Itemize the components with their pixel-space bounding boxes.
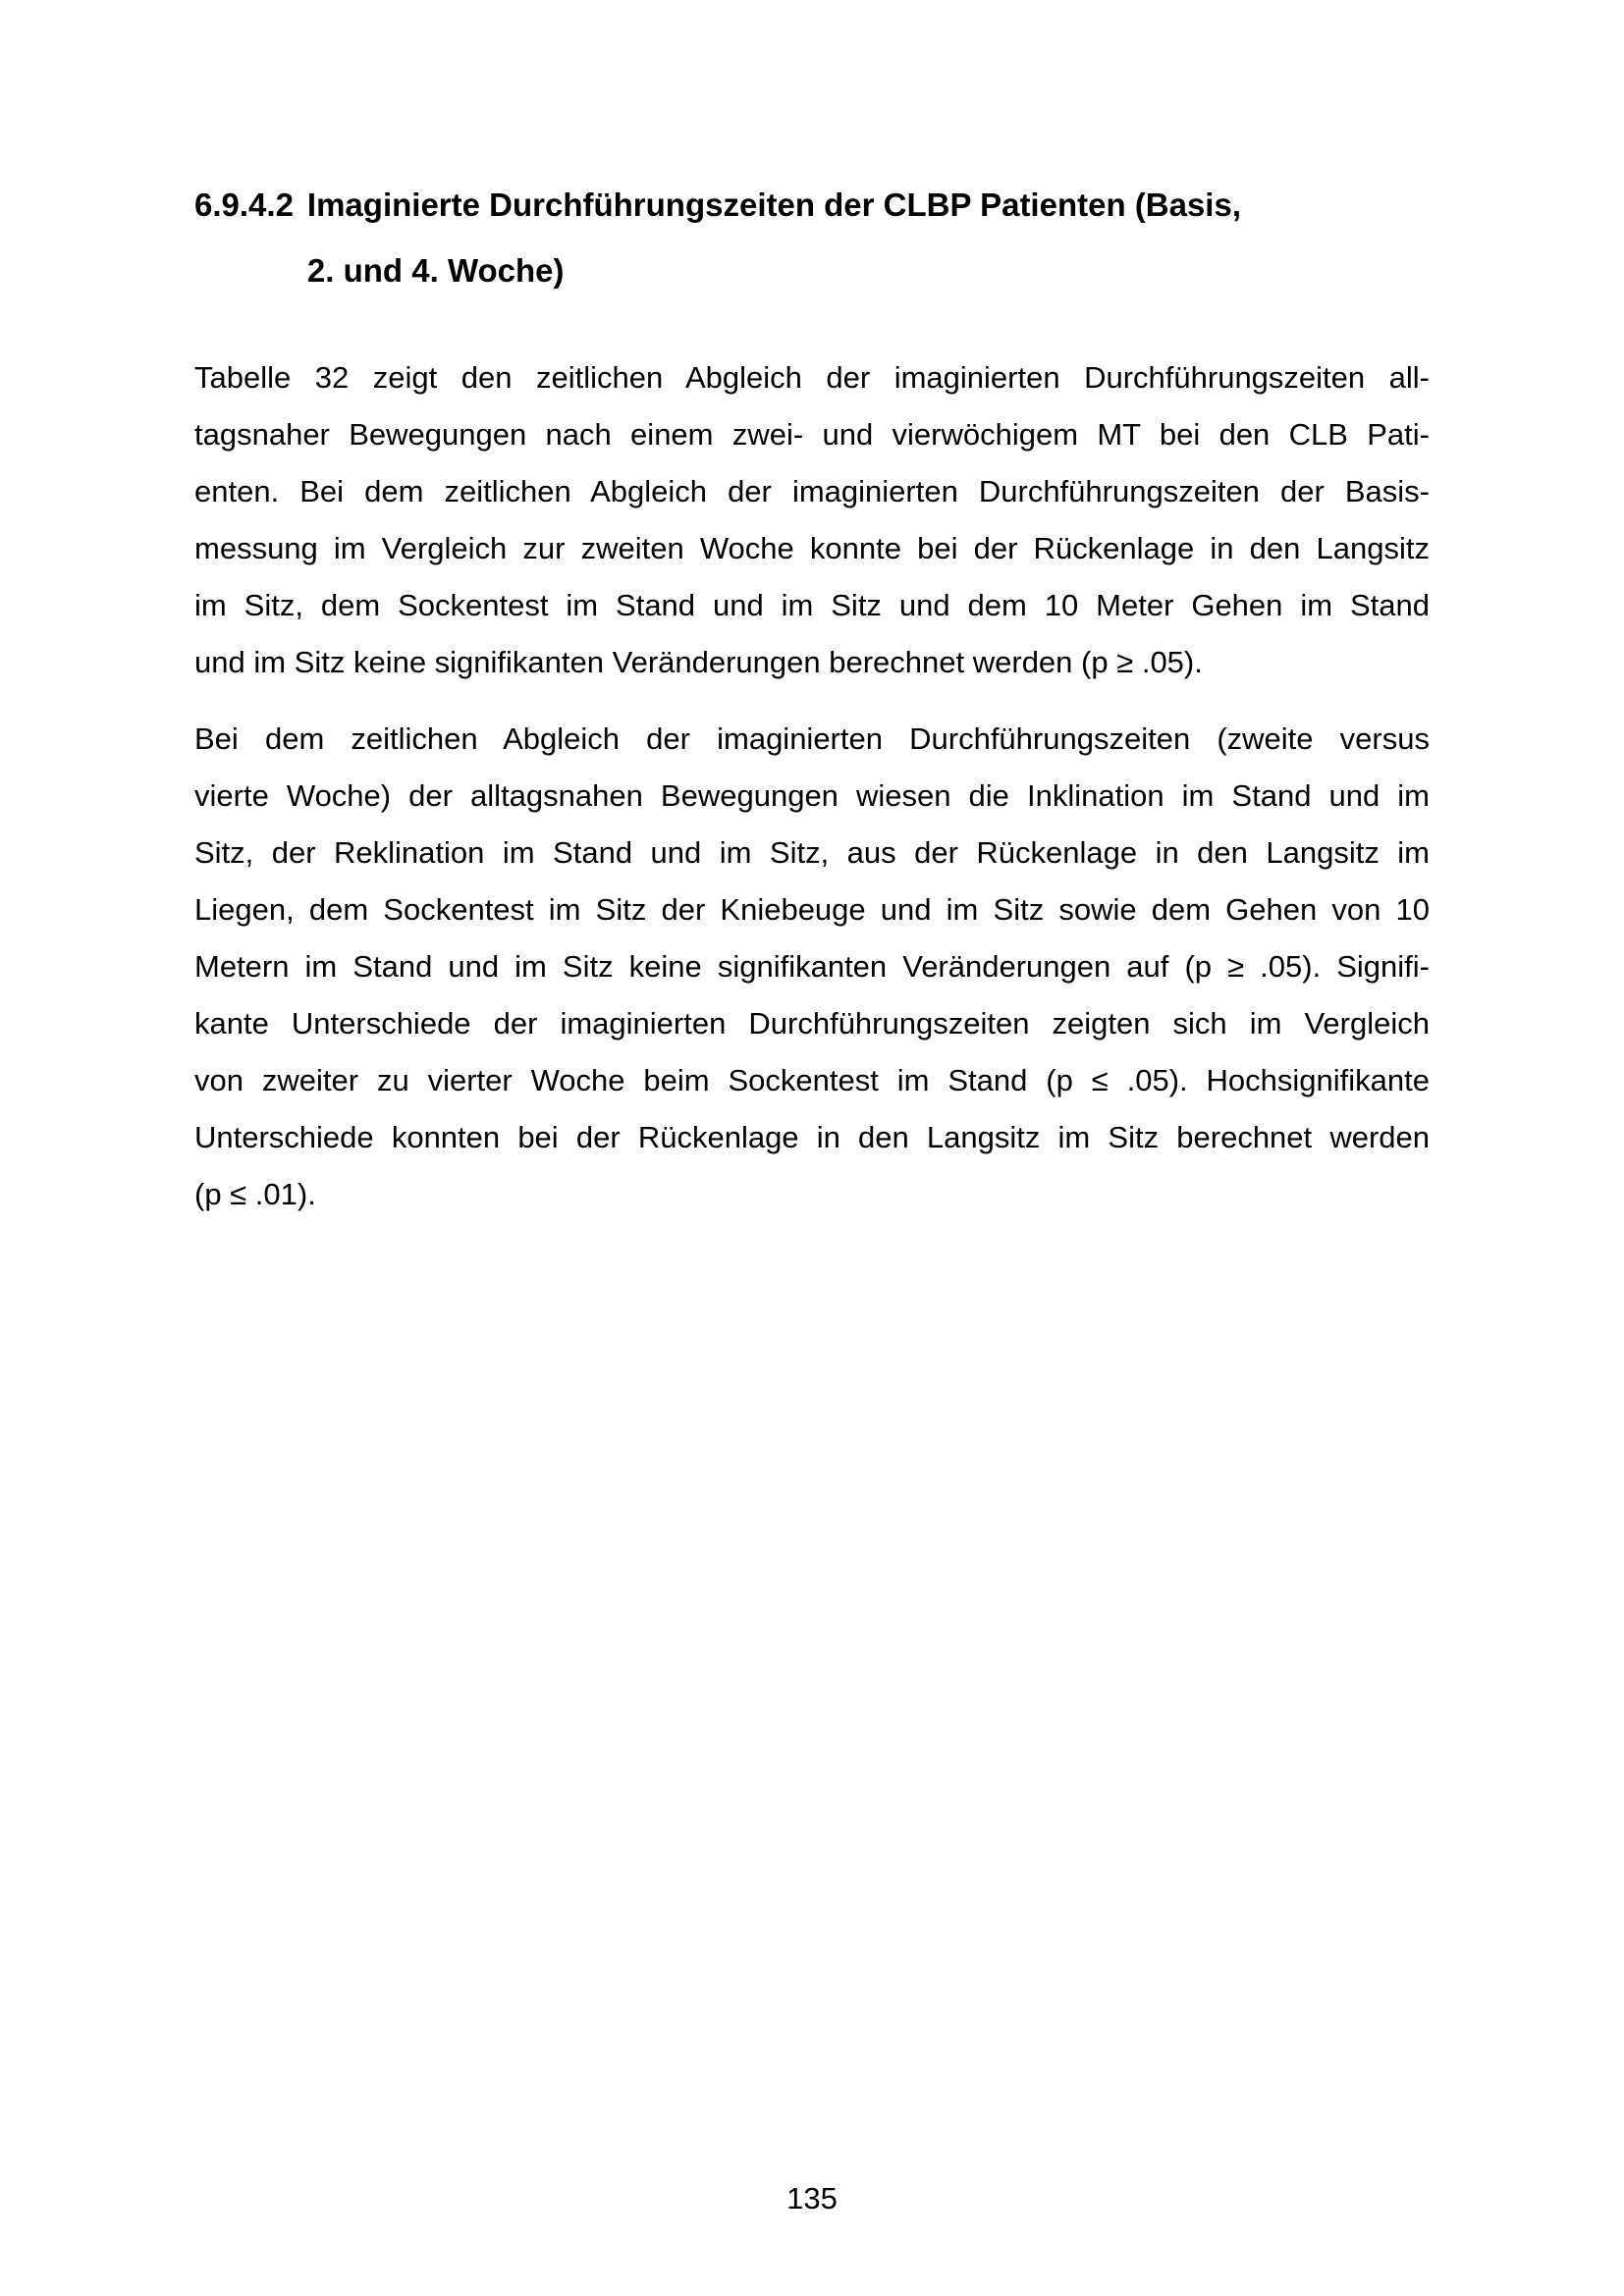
paragraph-1 [194,349,1430,691]
text-line: von zweiter zu vierter Woche beim Sockentest im Stand (p ≤ .05). Hochsignifikante [194,1063,1430,1097]
text-line: vierte Woche) der alltagsnahen Bewegungen wiesen die Inklination im Stand und im [194,778,1430,813]
section-title-line-1: Imaginierte Durchführungszeiten der CLBP Patienten (Basis, [306,187,1241,223]
text-line: Unterschiede konnten bei der Rückenlage in den Langsitz im Sitz berechnet werden [194,1120,1430,1154]
text-line: Liegen, dem Sockentest im Sitz der Kniebeuge und im Sitz sowie dem Gehen von 10 [194,892,1430,927]
text-line: Sitz, der Reklination im Stand und im Sitz, aus der Rückenlage in den Langsitz im [194,835,1430,870]
text-line: im Sitz, dem Sockentest im Stand und im Sitz und dem 10 Meter Gehen im Stand [194,588,1430,622]
text-line: Bei dem zeitlichen Abgleich der imaginierten Durchführungszeiten (zweite versus [194,721,1430,756]
section-heading [194,172,1430,303]
text-line: enten. Bei dem zeitlichen Abgleich der imaginierten Durchführungszeiten der Basis- [194,474,1430,508]
text-line: messung im Vergleich zur zweiten Woche konnte bei der Rückenlage in den Langsitz [194,531,1430,565]
text-line: kante Unterschiede der imaginierten Durchführungszeiten zeigten sich im Vergleich [194,1006,1430,1041]
section-title-line-2: 2. und 4. Woche) [306,252,565,289]
paragraph-2 [194,711,1430,1223]
page-number: 135 [786,2181,838,2216]
text-line: (p ≤ .01). [194,1177,316,1211]
text-line: Tabelle 32 zeigt den zeitlichen Abgleich der imaginierten Durchführungszeiten all- [194,360,1430,395]
section-title [307,172,1241,303]
text-line: und im Sitz keine signifikanten Veränderungen berechnet werden (p ≥ .05). [194,645,1203,679]
text-line: tagsnaher Bewegungen nach einem zwei- und vierwöchigem MT bei den CLB Pati- [194,417,1430,452]
section-number: 6.9.4.2 [194,187,294,223]
text-line: Metern im Stand und im Sitz keine signifikanten Veränderungen auf (p ≥ .05). Signifi- [194,949,1430,984]
